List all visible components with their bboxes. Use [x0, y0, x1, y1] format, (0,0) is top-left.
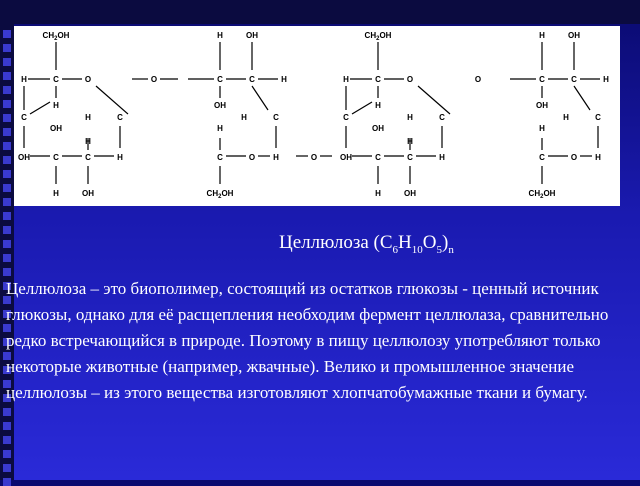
atom-label: H [281, 75, 287, 84]
bridge-oxygen-label: O [150, 75, 158, 84]
atom-label: H [375, 189, 381, 198]
atom-label: C [439, 113, 445, 122]
atom-label: OH [18, 153, 30, 162]
atom-label: O [570, 153, 578, 162]
atom-label: C [21, 113, 27, 122]
atom-label: H [53, 189, 59, 198]
atom-label: H [273, 153, 279, 162]
atom-label: C [273, 113, 279, 122]
atom-label: H [217, 31, 223, 40]
decor-square [3, 142, 11, 150]
atom-label: H [85, 137, 91, 146]
atom-label: OH [568, 31, 580, 40]
atom-label: OH [50, 124, 62, 133]
atom-label: C [53, 75, 59, 84]
atom-label: H [85, 113, 91, 122]
decor-square [3, 198, 11, 206]
atom-label: C [539, 153, 545, 162]
bond-line [252, 86, 268, 110]
left-decor-strip [0, 0, 14, 480]
decor-square [3, 86, 11, 94]
atom-label: C [343, 113, 349, 122]
bridge-oxygen-label: O [474, 75, 482, 84]
decor-square [3, 156, 11, 164]
decor-square [3, 184, 11, 192]
atom-label: H [343, 75, 349, 84]
atom-label: H [407, 113, 413, 122]
atom-label: H [53, 101, 59, 110]
decor-square [3, 72, 11, 80]
atom-label: C [595, 113, 601, 122]
atom-label: H [563, 113, 569, 122]
cellulose-structural-formula [14, 26, 620, 206]
decor-square [3, 44, 11, 52]
atom-label: H [217, 124, 223, 133]
atom-label: C [85, 153, 91, 162]
atom-label: OH [404, 189, 416, 198]
bond-line [352, 102, 372, 114]
decor-square [3, 58, 11, 66]
atom-label: OH [536, 101, 548, 110]
atom-label: OH [246, 31, 258, 40]
atom-label: H [241, 113, 247, 122]
bond-line [418, 86, 450, 114]
atom-label: O [406, 75, 414, 84]
atom-label: C [407, 153, 413, 162]
atom-label: H [539, 31, 545, 40]
atom-label: C [217, 153, 223, 162]
atom-label: C [571, 75, 577, 84]
atom-label: O [84, 75, 92, 84]
ch2oh-group-label: $CH_2OH$ [364, 31, 392, 42]
atom-label: OH [340, 153, 352, 162]
atom-label: C [249, 75, 255, 84]
decor-square [3, 212, 11, 220]
top-bar [0, 0, 640, 24]
atom-label: OH [82, 189, 94, 198]
decor-square [3, 478, 11, 486]
atom-label: H [117, 153, 123, 162]
description-paragraph: Целлюлоза – это биополимер, состоящий из остатков глюкозы - ценный источник глюкозы, однако для её расщепления необходим фермент целлюлаза, сравнительно редко встречающийся в природе. Поэтому в пищу целлюлозу употребляют только некоторые животные (например, жвачные). Велико и промышленное значение целлюлозы – из этого вещества изготовляют хлопчатобумажные ткани и бумагу. [6, 279, 609, 402]
atom-label: H [21, 75, 27, 84]
bridge-oxygen-label: O [310, 153, 318, 162]
ch2oh-group-label: $CH_2OH$ [528, 189, 556, 200]
decor-square [3, 100, 11, 108]
atom-label: H [595, 153, 601, 162]
decor-square [3, 408, 11, 416]
decor-square [3, 254, 11, 262]
formula-caption: Целлюлоза $(С_6Н_{10}О_5)_n$ [279, 232, 454, 256]
atom-label: C [53, 153, 59, 162]
atom-label: H [407, 137, 413, 146]
bond-line [574, 86, 590, 110]
decor-square [3, 450, 11, 458]
decor-square [3, 268, 11, 276]
atom-label: H [539, 124, 545, 133]
decor-square [3, 30, 11, 38]
atom-label: H [603, 75, 609, 84]
decor-square [3, 436, 11, 444]
ch2oh-group-label: $CH_2OH$ [206, 189, 234, 200]
bond-line [96, 86, 128, 114]
atom-label: OH [372, 124, 384, 133]
decor-square [3, 170, 11, 178]
atom-label: O [248, 153, 256, 162]
decor-square [3, 226, 11, 234]
decor-square [3, 422, 11, 430]
atom-label: H [375, 101, 381, 110]
decor-square [3, 128, 11, 136]
ch2oh-group-label: $CH_2OH$ [42, 31, 70, 42]
decor-square [3, 114, 11, 122]
atom-label: C [217, 75, 223, 84]
bond-line [30, 102, 50, 114]
atom-label: C [375, 75, 381, 84]
decor-square [3, 464, 11, 472]
decor-square [3, 240, 11, 248]
atom-label: C [539, 75, 545, 84]
atom-label: C [117, 113, 123, 122]
atom-label: OH [214, 101, 226, 110]
atom-label: C [375, 153, 381, 162]
atom-label: H [439, 153, 445, 162]
